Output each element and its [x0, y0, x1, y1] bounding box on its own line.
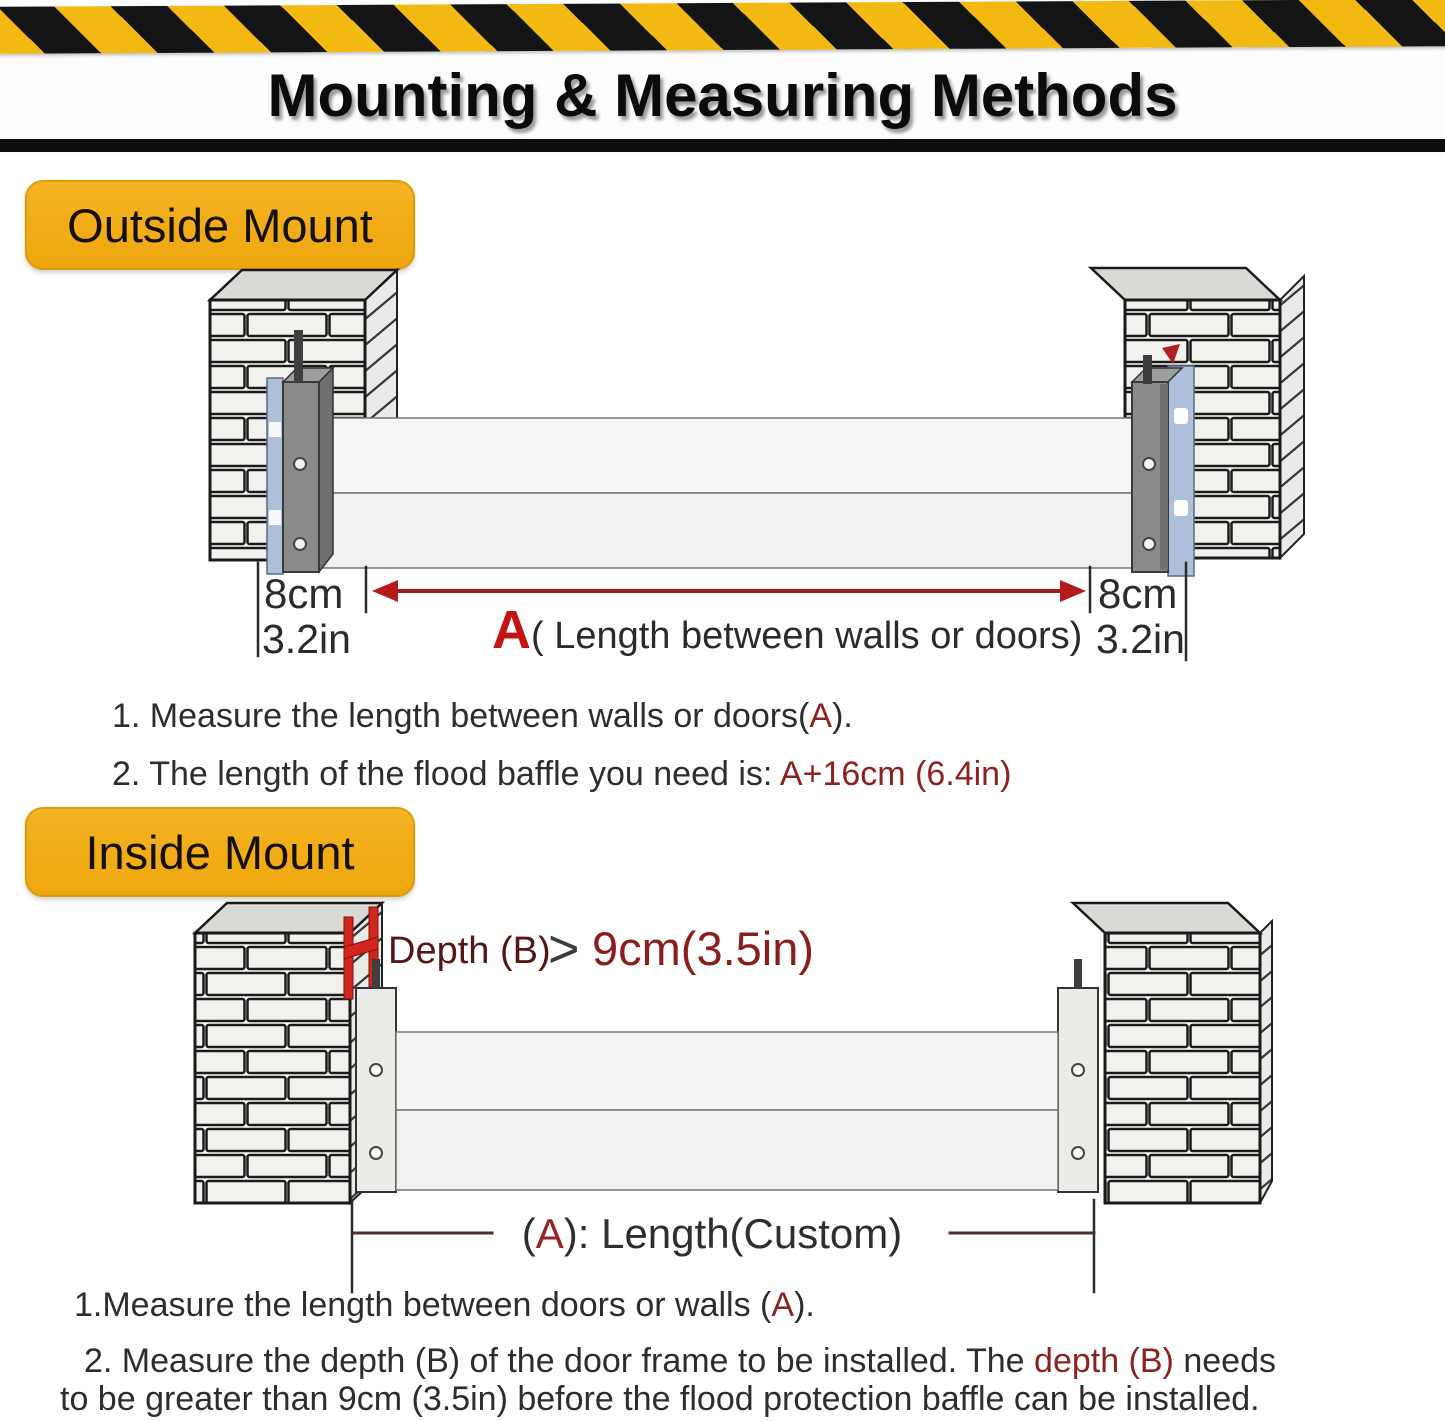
- barrier-board-top: [396, 1032, 1058, 1110]
- screw-hole: [294, 458, 306, 470]
- screw-hole: [1072, 1064, 1084, 1076]
- inside-step-1: 1.Measure the length between doors or walls (A).: [74, 1286, 815, 1324]
- pillar-top-face: [1091, 268, 1280, 300]
- dim-left-in-label: 3.2in: [262, 616, 351, 662]
- screw-hole: [294, 538, 306, 550]
- depth-label: [388, 919, 814, 979]
- pillar-top-face: [1073, 903, 1260, 933]
- span-label-text: ( Length between walls or doors): [531, 615, 1083, 657]
- outside-measurements: [258, 563, 1186, 662]
- inside-step-2-line-2: to be greater than 9cm (3.5in) before the flood protection baffle can be installed.: [60, 1380, 1260, 1418]
- screw-hole: [1143, 538, 1155, 550]
- inside-steps: [60, 1286, 1445, 1418]
- pillar-top-face: [210, 270, 397, 300]
- right-mounting-bracket: [1058, 959, 1098, 1192]
- screw-hole: [370, 1064, 382, 1076]
- mounting-pin: [294, 330, 303, 382]
- right-brick-pillar: [1073, 903, 1272, 1203]
- greater-than-sign: >: [548, 919, 580, 979]
- inside-measurements: [352, 1200, 1094, 1292]
- dim-right-in-label: 3.2in: [1096, 616, 1185, 662]
- pillar-front-face: [195, 933, 350, 1203]
- left-mounting-bracket: [356, 959, 396, 1192]
- measurement-arrow: [372, 580, 1086, 602]
- span-label-a: A: [492, 600, 531, 660]
- length-label-a: A: [535, 1210, 564, 1257]
- outside-step-2: 2. The length of the flood baffle you need is: A+16cm (6.4in): [112, 755, 1012, 793]
- dim-right-cm-label: 8cm: [1098, 570, 1178, 617]
- pillar-top-face: [195, 903, 382, 933]
- barrier-board-bottom: [396, 1110, 1058, 1190]
- screw-hole: [1072, 1147, 1084, 1159]
- banner-divider-bar: [0, 139, 1445, 152]
- right-seal-strip: [1168, 366, 1194, 576]
- length-label-open: (: [521, 1210, 536, 1257]
- inside-step-2-line-1: 2. Measure the depth (B) of the door frame to be installed. The depth (B) needs: [84, 1342, 1276, 1380]
- mounting-pin: [1074, 959, 1082, 988]
- banner: [0, 0, 1445, 155]
- outside-step-1: 1. Measure the length between walls or doors(A).: [112, 697, 853, 735]
- page-title: Mounting & Measuring Methods: [267, 61, 1178, 129]
- barrier-board-top: [322, 418, 1135, 493]
- arrowhead-right-icon: [1060, 580, 1086, 602]
- hazard-stripes: [0, 0, 1445, 54]
- mounting-pin: [372, 959, 380, 988]
- mounting-pin: [1143, 355, 1152, 384]
- length-label-rest: ): Length(Custom): [563, 1210, 903, 1257]
- pillar-side-face: [1260, 921, 1272, 1203]
- barrier-board-bottom: [322, 493, 1135, 568]
- pillar-front-face: [1105, 933, 1260, 1203]
- length-custom-label: [522, 1210, 902, 1257]
- screw-hole: [370, 1147, 382, 1159]
- outside-steps: [112, 694, 1011, 796]
- span-length-label: [492, 600, 1082, 660]
- depth-label-text: Depth (B): [388, 930, 551, 972]
- pillar-side-face: [1280, 276, 1304, 558]
- depth-value-text: 9cm(3.5in): [592, 922, 815, 975]
- flood-barrier-panel: [396, 1032, 1058, 1190]
- inside-mount-badge: Inside Mount: [25, 807, 415, 897]
- left-seal-strip: [267, 378, 283, 574]
- screw-hole: [1143, 458, 1155, 470]
- outside-mount-badge: Outside Mount: [25, 180, 415, 270]
- outside-mount-diagram: [0, 260, 1445, 665]
- arrowhead-left-icon: [372, 580, 398, 602]
- inside-mount-diagram: [0, 893, 1445, 1295]
- dim-left-cm-label: 8cm: [264, 570, 344, 617]
- flood-barrier-panel: [322, 418, 1135, 568]
